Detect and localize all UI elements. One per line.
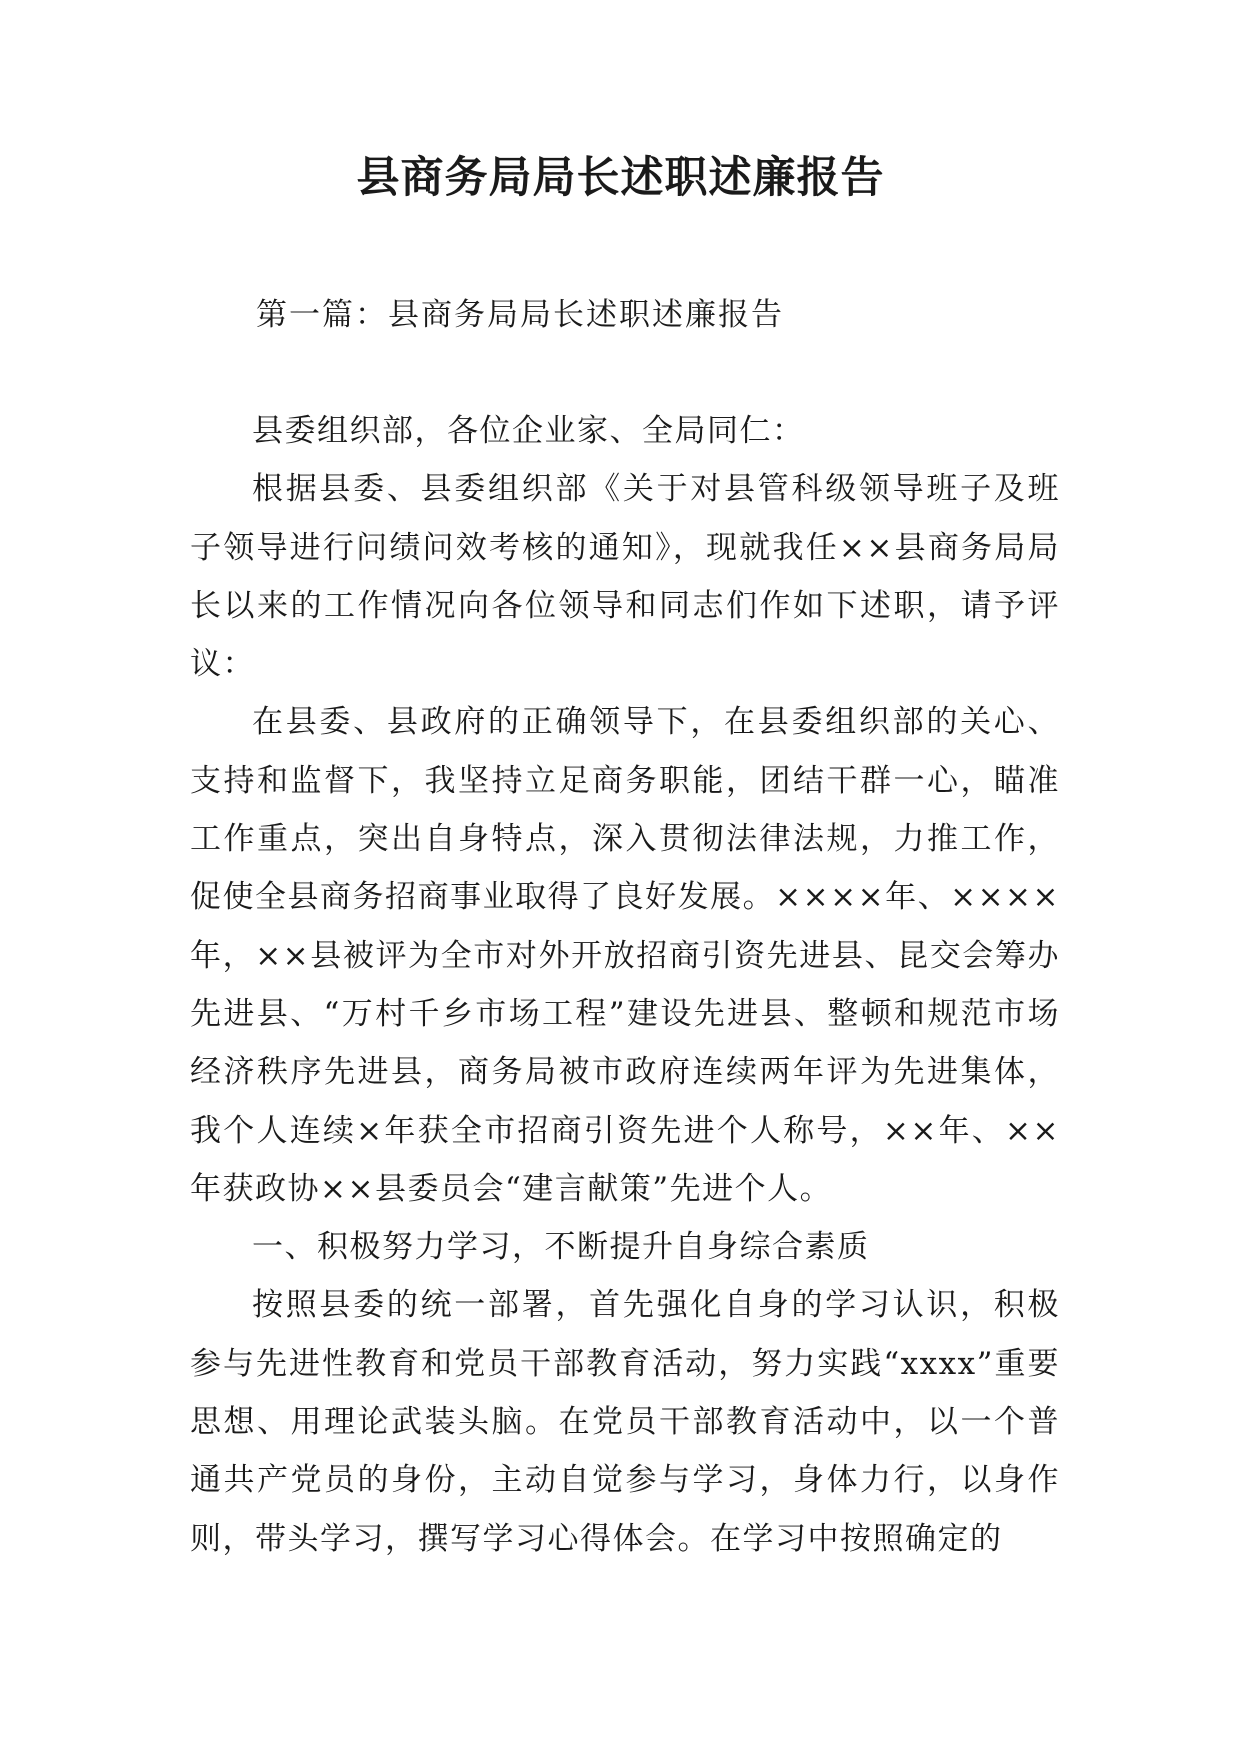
- section-heading: 一、积极努力学习，不断提升自身综合素质: [252, 1229, 870, 1266]
- document-subtitle: 第一篇：县商务局局长述职述廉报告: [256, 297, 784, 333]
- body-paragraph: 在县委、县政府的正确领导下，在县委组织部的关心、支持和监督下，我坚持立足商务职能，团结干群一心，瞄准工作重点，突出自身特点，深入贯彻法律法规，力推工作，促使全县商务招商事业取得了良好发展。××××年、××××年，××县被评为全市对外开放招商引资先进县、昆交会筹办先进县、“万村千乡市场工程”建设先进县、整顿和规范市场经济秩序先进县，商务局被市政府连续两年评为先进集体，我个人连续×年获全市招商引资先进个人称号，××年、××年获政协××县委员会“建言献策”先进个人。: [190, 704, 1060, 1207]
- salutation-paragraph: 县委组织部，各位企业家、全局同仁：: [252, 413, 805, 449]
- body-paragraph: 按照县委的统一部署，首先强化自身的学习认识，积极参与先进性教育和党员干部教育活动，努力实践“xxxx”重要思想、用理论武装头脑。在党员干部教育活动中，以一个普通共产党员的身份，主动自觉参与学习，身体力行，以身作则，带头学习，撰写学习心得体会。在学习中按照确定的: [190, 1287, 1060, 1557]
- document-body: [190, 402, 1060, 1568]
- document-title: 县商务局局长述职述廉报告: [356, 153, 885, 203]
- body-paragraph: 根据县委、县委组织部《关于对县管科级领导班子及班子领导进行问绩问效考核的通知》，现就我任××县商务局局长以来的工作情况向各位领导和同志们作如下述职，请予评议：: [190, 471, 1060, 683]
